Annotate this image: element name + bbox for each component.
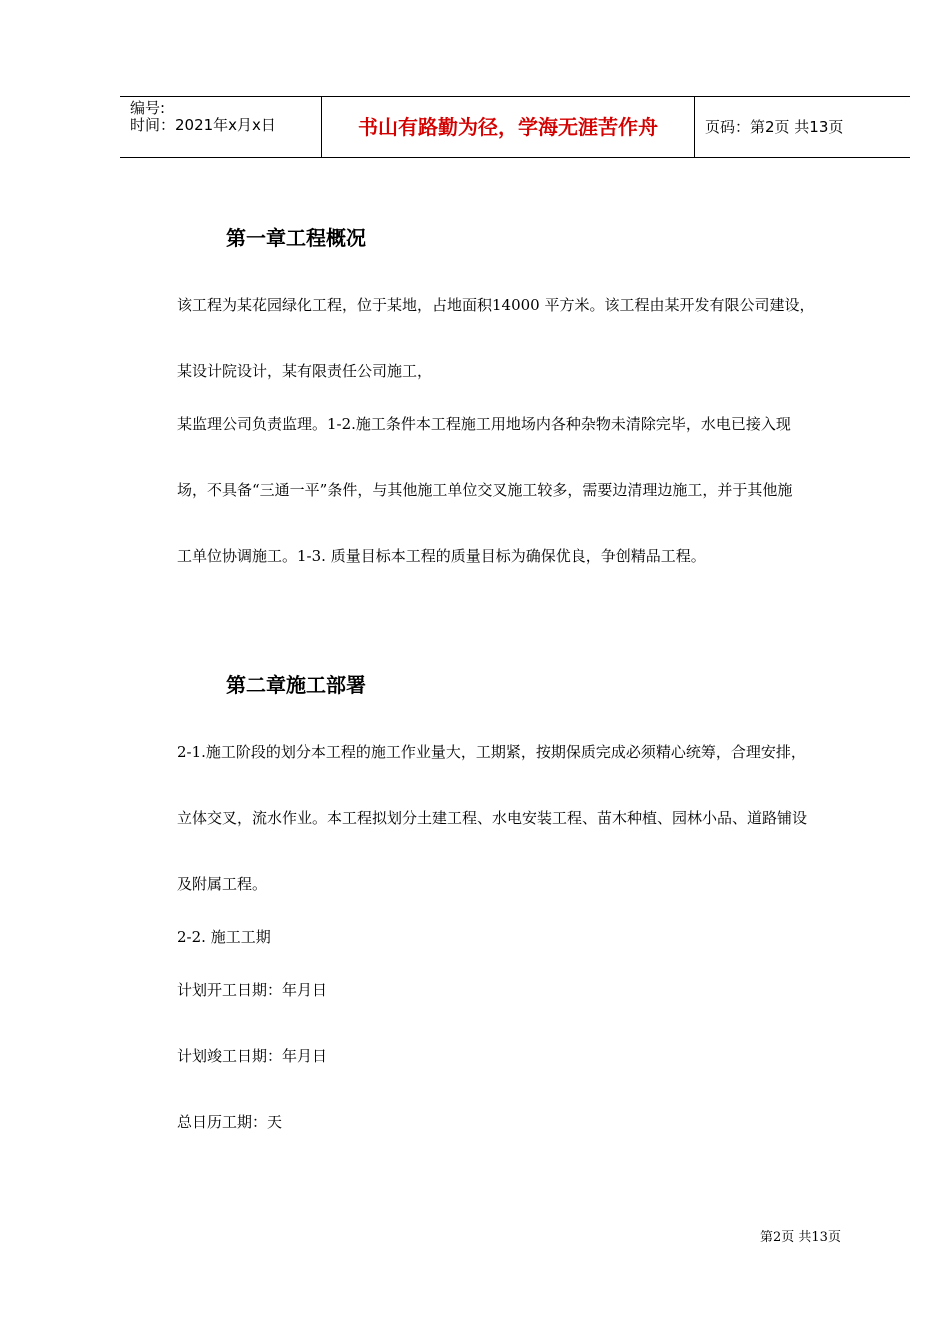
chapter-1-line-2: 某设计院设计，某有限责任公司施工， (177, 362, 433, 380)
chapter-2-line-4: 2-2. 施工工期 (177, 928, 271, 946)
page-footer: 第2页 共13页 (760, 1230, 841, 1245)
chapter-2-title: 第二章施工部署 (226, 673, 366, 697)
chapter-2-line-3: 及附属工程。 (177, 875, 268, 893)
chapter-2-line-5: 计划开工日期：年月日 (177, 981, 328, 999)
chapter-2-line-1: 2-1.施工阶段的划分本工程的施工作业量大，工期紧，按期保质完成必须精心统筹，合理安排， (177, 743, 806, 761)
chapter-1-line-4: 场，不具备“三通一平”条件，与其他施工单位交叉施工较多，需要边清理边施工，并于其他施 (177, 481, 793, 499)
header-motto: 书山有路勤为径，学海无涯苦作舟 (358, 115, 658, 139)
chapter-1-line-1: 该工程为某花园绿化工程，位于某地，占地面积14000 平方米。该工程由某开发有限公司建设， (177, 296, 815, 314)
header-page-code: 页码：第2页 共13页 (705, 118, 844, 136)
chapter-2-line-7: 总日历工期：天 (177, 1113, 283, 1131)
chapter-2-line-2: 立体交叉，流水作业。本工程拟划分土建工程、水电安装工程、苗木种植、园林小品、道路铺设 (177, 809, 808, 827)
document-time-label: 时间：2021年x月x日 (130, 116, 276, 134)
chapter-1-line-3: 某监理公司负责监理。1-2.施工条件本工程施工用地场内各种杂物未清除完毕，水电已接入现 (177, 415, 791, 433)
header-page-cell (695, 97, 910, 157)
chapter-1-title: 第一章工程概况 (226, 226, 366, 250)
header-meta-cell (120, 97, 322, 157)
chapter-2-line-6: 计划竣工日期：年月日 (177, 1047, 328, 1065)
chapter-1-line-5: 工单位协调施工。1-3. 质量目标本工程的质量目标为确保优良，争创精品工程。 (177, 547, 706, 565)
document-number-label: 编号: (130, 99, 166, 117)
document-header (120, 96, 910, 158)
header-motto-cell (322, 97, 695, 157)
